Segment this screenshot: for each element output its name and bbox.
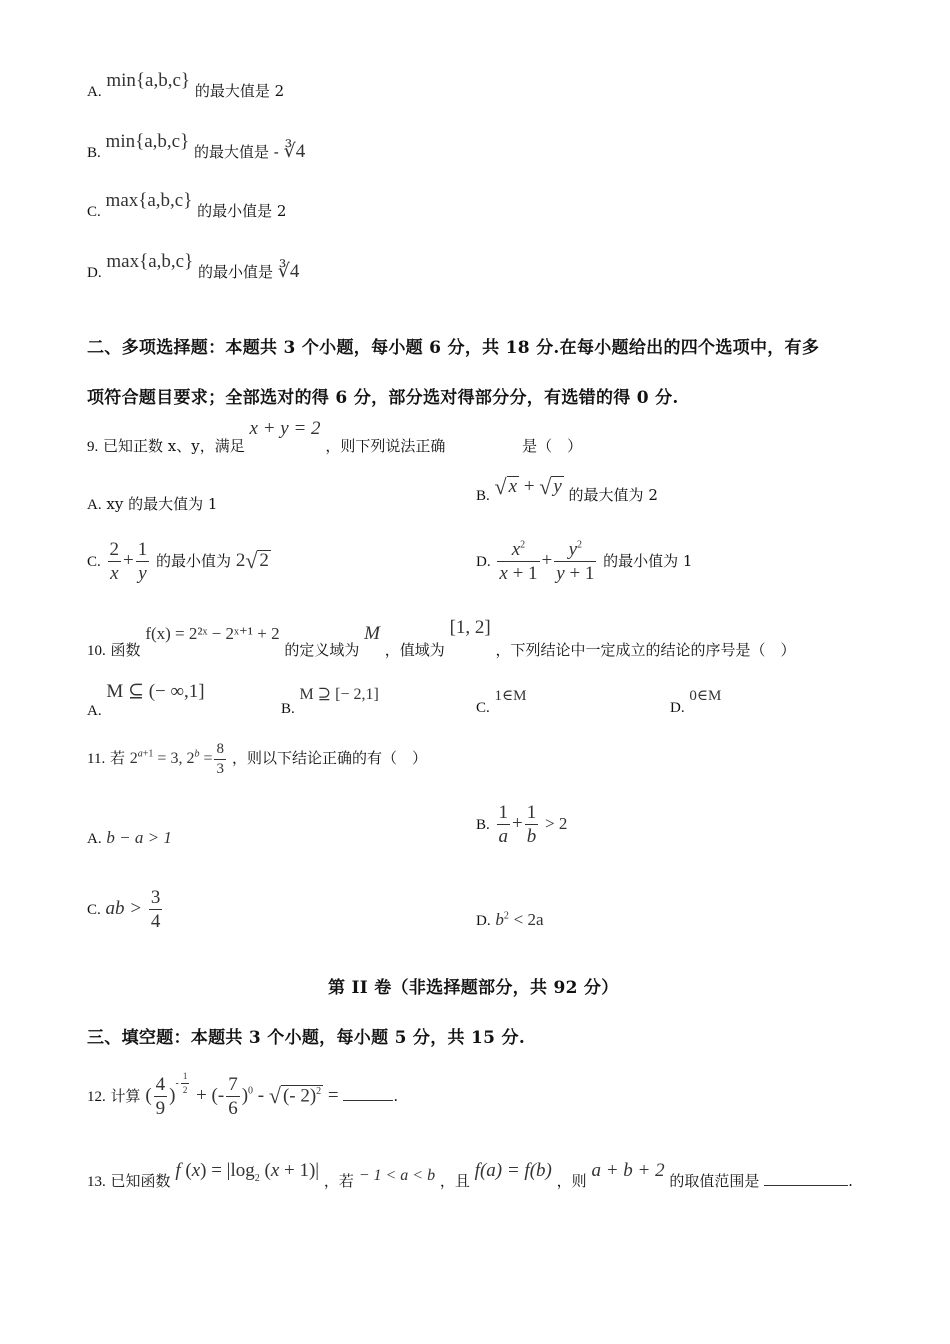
q9-option-c xyxy=(87,540,271,583)
sqrt-sum-expression: √ x + √ y xyxy=(494,474,562,499)
question-text: 计算 xyxy=(110,1086,141,1105)
condition-expression: f(a) = f(b) xyxy=(474,1160,552,1181)
option-expression: min{a,b,c} xyxy=(105,131,190,152)
option-label: D. xyxy=(476,913,491,929)
option-text: 的最小值为 xyxy=(156,551,232,570)
q11-option-a xyxy=(87,828,172,848)
q11-option-d xyxy=(476,910,544,930)
option-label: C. xyxy=(87,553,101,570)
part-2-title: 第 II 卷（非选择题部分，共 92 分） xyxy=(328,978,619,998)
condition-expression: − 1 < a < b xyxy=(358,1167,436,1184)
q10-option-a xyxy=(87,680,205,720)
option-expression: M ⊆ (− ∞,1] xyxy=(106,681,205,702)
option-label: D. xyxy=(670,700,685,716)
domain-symbol: M xyxy=(364,623,380,644)
fraction-sum-expression: $\frac{2}{x}$ + $\frac{1}{y}$ xyxy=(109,539,148,584)
q8-option-d xyxy=(87,251,300,283)
fraction-expression: $\frac{3}{4}$ xyxy=(150,887,161,932)
q8-option-a xyxy=(87,70,285,102)
q8-option-b xyxy=(87,131,306,163)
option-text: 的最大值是 2 xyxy=(194,82,285,100)
question-text: ，且 xyxy=(439,1172,470,1190)
condition-expression: $2^{a+1} = 3$, $2^b$ = $\frac{8}{3}$ xyxy=(129,741,224,777)
answer-blank[interactable] xyxy=(764,1185,848,1186)
question-13: 13. 已知函数 f $(x) = |\log_2$ (x + 1)| ，若 − 1 < a < b ，且 f(a) = f(b) ，则 a + b + 2 的取值范围是 . xyxy=(87,1160,853,1190)
question-text: 的定义域为 xyxy=(284,641,360,659)
option-expression: max{a,b,c} xyxy=(106,251,194,272)
option-label: A. xyxy=(87,703,102,719)
option-label: A. xyxy=(87,84,102,100)
square-expression: $b^2$ xyxy=(495,910,509,929)
q9-option-d xyxy=(476,540,692,583)
option-label: C. xyxy=(87,901,101,918)
question-9-stem xyxy=(87,418,582,458)
q11-option-b xyxy=(476,803,567,846)
reciprocal-sum-expression: $\frac{1}{a}$ + $\frac{1}{b}$ xyxy=(498,802,537,847)
option-label: D. xyxy=(476,553,491,570)
question-text: 是（ ） xyxy=(522,437,583,455)
q9-option-b xyxy=(476,474,658,504)
function-expression: f(x) = 2²ˣ − 2ˣ⁺¹ + 2 xyxy=(145,624,280,643)
option-label: B. xyxy=(87,145,101,161)
q11-option-c xyxy=(87,888,164,931)
question-number: 10. xyxy=(87,643,106,659)
option-text: 的最大值是 - xyxy=(194,143,279,161)
option-label: B. xyxy=(476,816,490,833)
option-label: A. xyxy=(87,831,102,847)
q8-option-c xyxy=(87,190,287,222)
question-text: 的取值范围是 xyxy=(669,1172,760,1190)
option-expression: b − a > 1 xyxy=(106,828,172,847)
option-label: C. xyxy=(476,700,490,716)
fraction-sum-expression: $\frac{x^2}{x + 1}$ + $\frac{y^2}{y + 1}$ xyxy=(499,539,595,584)
option-label: C. xyxy=(87,204,101,220)
question-11-stem xyxy=(87,742,427,777)
question-number: 9. xyxy=(87,439,99,455)
question-number: 12. xyxy=(87,1088,106,1105)
option-text: 的最小值为 1 xyxy=(603,551,693,570)
option-expression: M ⊇ [− 2,1] xyxy=(299,686,379,703)
q10-option-d xyxy=(670,686,721,726)
calculation-expression: ( $\frac{4}{9}$ )$^{- \frac{1}{2}}$ + (- $\frac{7}{6}$ )$^0$ - √ (- 2)$^2$ = xyxy=(145,1070,344,1119)
option-expression: ab > xyxy=(105,897,143,919)
min-value-expression: 2√ 2 xyxy=(235,547,269,573)
option-expression: max{a,b,c} xyxy=(105,190,193,211)
question-number: 11. xyxy=(87,751,106,768)
option-label: B. xyxy=(281,701,295,717)
question-text: ，则 xyxy=(556,1172,587,1190)
cube-root-expression: ∛4 xyxy=(283,141,306,162)
question-text: ，值域为 xyxy=(384,641,445,659)
option-text: 的最小值是 2 xyxy=(197,202,287,220)
question-text: ，则以下结论正确的有（ ） xyxy=(231,749,427,768)
section-3-heading: 三、填空题：本题共 3 个小题，每小题 5 分，共 15 分. xyxy=(87,1028,526,1048)
option-expression: 1∈M xyxy=(494,688,527,704)
question-text: ，下列结论中一定成立的结论的序号是（ ） xyxy=(495,641,796,659)
option-label: B. xyxy=(476,488,490,504)
question-text: 函数 xyxy=(110,641,141,659)
option-text: 的最小值是 xyxy=(197,263,273,281)
function-expression: f $(x) = |\log_2$ (x + 1)| xyxy=(175,1160,320,1184)
option-label: D. xyxy=(87,265,102,281)
target-expression: a + b + 2 xyxy=(591,1160,665,1181)
question-text: 已知函数 xyxy=(110,1172,171,1190)
option-text: xy 的最大值为 1 xyxy=(106,495,218,513)
question-text: ，则下列说法正确 xyxy=(325,437,446,455)
question-text: ，若 xyxy=(323,1172,354,1190)
answer-blank[interactable] xyxy=(343,1100,393,1101)
cube-root-expression: ∛4 xyxy=(277,261,300,282)
range-expression: [1, 2] xyxy=(449,617,491,638)
question-text: 已知正数 x、y，满足 xyxy=(103,437,245,455)
section-2-heading-line-1: 二、多项选择题：本题共 3 个小题，每小题 6 分，共 18 分.在每小题给出的四个选项中，有多 xyxy=(87,338,820,358)
question-10-stem xyxy=(87,617,796,663)
question-12: 12. 计算 ( $\frac{4}{9}$ )$^{- \frac{1}{2}}$ + (- $\frac{7}{6}$ )$^0$ - √ (- 2)$^2$ = . xyxy=(87,1070,399,1119)
option-expression: 0∈M xyxy=(689,688,722,704)
option-label: A. xyxy=(87,497,102,513)
q10-option-b xyxy=(281,684,379,724)
q9-option-a xyxy=(87,493,217,514)
option-expression: min{a,b,c} xyxy=(106,70,191,91)
condition-expression: x + y = 2 xyxy=(249,418,321,439)
option-expression: > 2 xyxy=(545,813,568,833)
option-expression: < 2a xyxy=(513,910,544,929)
question-number: 13. xyxy=(87,1174,106,1190)
q10-option-c xyxy=(476,686,527,726)
option-text: 的最大值为 2 xyxy=(568,486,658,504)
section-2-heading-line-2: 项符合题目要求；全部选对的得 6 分，部分选对得部分分，有选错的得 0 分. xyxy=(87,388,679,408)
question-text: 若 xyxy=(109,749,125,768)
